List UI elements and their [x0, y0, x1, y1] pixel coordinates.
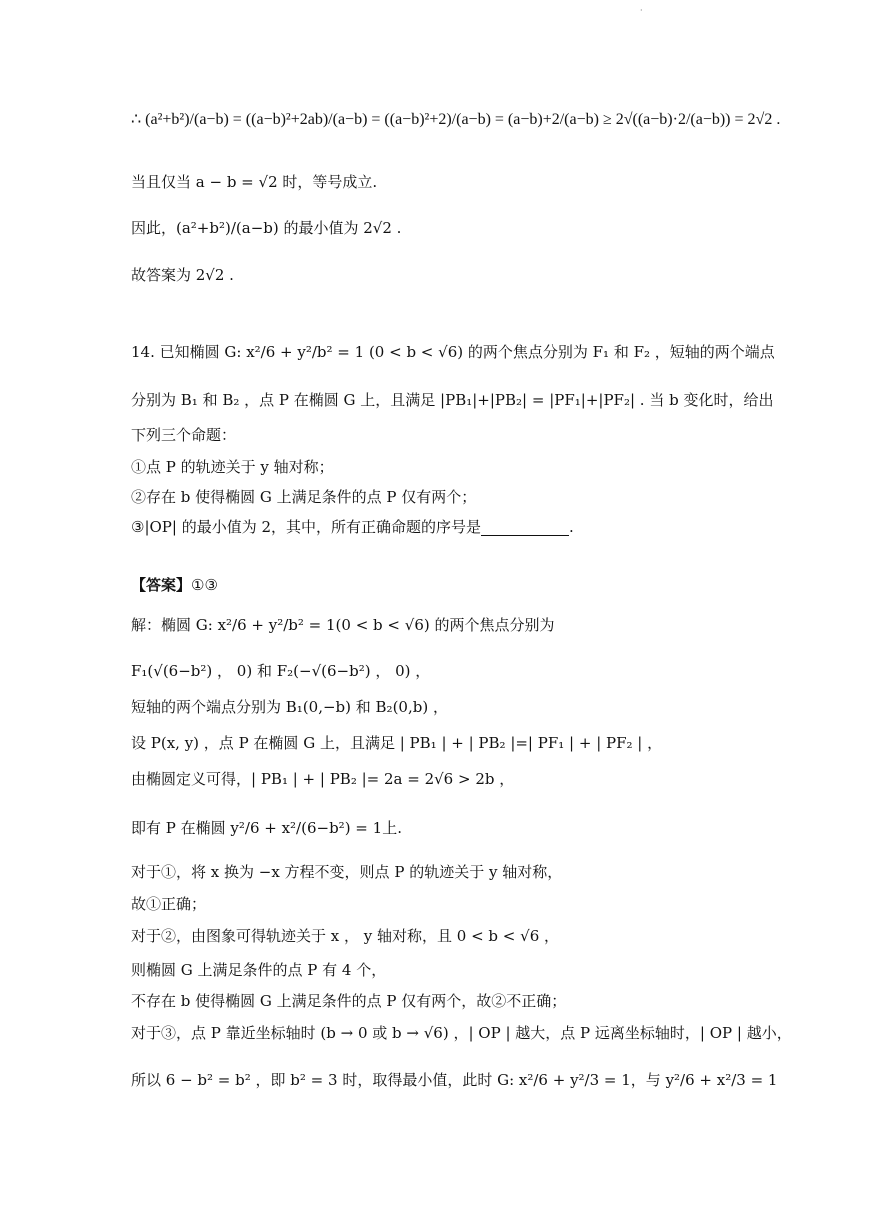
q14-option-3-text: ③|OP| 的最小值为 2，其中，所有正确命题的序号是 [131, 518, 482, 536]
solution-line-8: 故①正确； [131, 895, 207, 913]
solution-line-11: 不存在 b 使得椭圆 G 上满足条件的点 P 仅有两个，故②不正确； [131, 992, 567, 1010]
q14-option-3 [131, 517, 574, 537]
solution-line-4: 设 P(x, y) ，点 P 在椭圆 G 上，且满足 | PB₁ | + | PB₂ |=| PF₁ | + | PF₂ | ， [131, 734, 663, 752]
page-dot-mark: · [640, 6, 643, 15]
answer-label: 【答案】 [131, 576, 192, 594]
solution-line-2: F₁(√(6−b²) ， 0) 和 F₂(−√(6−b²) ， 0) ， [131, 662, 431, 680]
solution-line-10: 则椭圆 G 上满足条件的点 P 有 4 个， [131, 961, 387, 979]
q14-option-2: ②存在 b 使得椭圆 G 上满足条件的点 P 仅有两个； [131, 488, 477, 506]
q14-option-1: ①点 P 的轨迹关于 y 轴对称； [131, 458, 334, 476]
solution-line-13: 所以 6 − b² = b² ，即 b² = 3 时，取得最小值，此时 G: x²/6 + y²/3 = 1，与 y²/6 + x²/3 = 1 [131, 1071, 778, 1089]
answer-heading [131, 575, 218, 595]
q14-option-3-end: . [569, 518, 574, 536]
solution-line-6: 即有 P 在椭圆 y²/6 + x²/(6−b²) = 1上. [131, 819, 402, 837]
solution-line-12: 对于③，点 P 靠近坐标轴时 (b → 0 或 b → √6) ，| OP | 越大，点 P 远离坐标轴时，| OP | 越小， [131, 1024, 792, 1042]
solution-line-7: 对于①，将 x 换为 −x 方程不变，则点 P 的轨迹关于 y 轴对称， [131, 863, 563, 881]
answer-statement: 故答案为 2√2 . [131, 266, 234, 284]
q14-line-2: 分别为 B₁ 和 B₂ ，点 P 在椭圆 G 上，且满足 |PB₁|+|PB₂| = |PF₁|+|PF₂| . 当 b 变化时，给出 [131, 391, 774, 409]
solution-line-9: 对于②，由图象可得轨迹关于 x ， y 轴对称，且 0 < b < √6 ， [131, 927, 560, 945]
answer-blank [481, 521, 569, 536]
min-value-statement: 因此，(a²+b²)/(a−b) 的最小值为 2√2 . [131, 219, 402, 237]
equality-condition: 当且仅当 a − b = √2 时，等号成立. [131, 173, 378, 191]
solution-line-3: 短轴的两个端点分别为 B₁(0,−b) 和 B₂(0,b) ， [131, 698, 448, 716]
answer-value: ①③ [191, 576, 218, 594]
solution-line-1: 解：椭圆 G: x²/6 + y²/b² = 1(0 < b < √6) 的两个焦点分别为 [131, 616, 555, 634]
q14-line-3: 下列三个命题： [131, 426, 237, 444]
solution-line-5: 由椭圆定义可得，| PB₁ | + | PB₂ |= 2a = 2√6 > 2b ， [131, 770, 515, 788]
q14-line-1: 14. 已知椭圆 G: x²/6 + y²/b² = 1 (0 < b < √6) 的两个焦点分别为 F₁ 和 F₂ ，短轴的两个端点 [131, 343, 775, 361]
ineq-derivation: ∴ (a²+b²)/(a−b) = ((a−b)²+2ab)/(a−b) = ((a−b)²+2)/(a−b) = (a−b)+2/(a−b) ≥ 2√((a−b)·2/(a−b)) = 2√2 . [131, 111, 781, 128]
